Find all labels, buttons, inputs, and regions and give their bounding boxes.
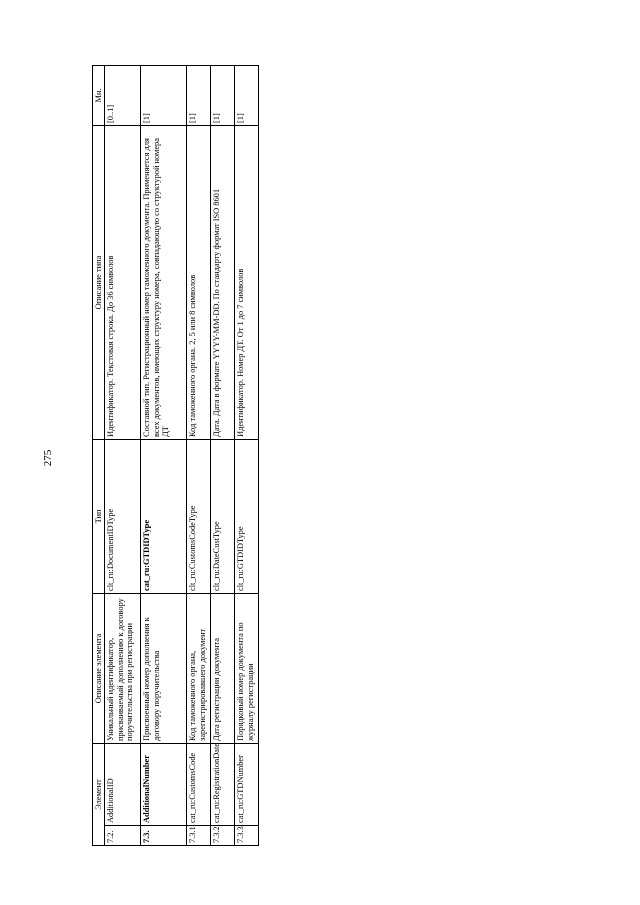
header-multiplicity: Мн. bbox=[93, 65, 105, 125]
element-description: Дата регистрации документа bbox=[211, 593, 235, 743]
row-number: 7.3.1. bbox=[187, 826, 211, 846]
header-element-description: Описание элемента bbox=[93, 593, 105, 743]
row-number: 7.3.2. bbox=[211, 826, 235, 846]
element-description: Уникальный идентификатор, присваиваемый дополнению к договору поручительства при регистрации bbox=[105, 593, 141, 743]
row-number: 7.3.3. bbox=[235, 826, 259, 846]
element-name: cat_ru:GTDNumber bbox=[235, 743, 259, 825]
element-name: cat_ru:CustomsCode bbox=[187, 743, 211, 825]
table-row bbox=[187, 65, 211, 845]
element-description: Порядковый номер документа по журналу регистрации bbox=[235, 593, 259, 743]
multiplicity: [1] bbox=[211, 65, 235, 125]
type-description: Составной тип. Регистрационный номер таможенного документа. Применяется для всех документов, имеющих структуру номера, совпадающую со структурой номера ДТ bbox=[141, 125, 187, 439]
type-description: Дата. Дата в формате YYYY-MM-DD. По стандарту формат ISO 8601 bbox=[211, 125, 235, 439]
element-description-table bbox=[92, 65, 259, 846]
table-row bbox=[211, 65, 235, 845]
multiplicity: [1] bbox=[187, 65, 211, 125]
row-number: 7.2. bbox=[105, 826, 141, 846]
type-name: clt_ru:GTDIDType bbox=[235, 439, 259, 593]
element-description: Код таможенного органа, зарегистрировавшего документ bbox=[187, 593, 211, 743]
table-row bbox=[235, 65, 259, 845]
type-name: clt_ru:CustomsCodeType bbox=[187, 439, 211, 593]
row-number: 7.3. bbox=[141, 826, 187, 846]
multiplicity: [0..1] bbox=[105, 65, 141, 125]
header-element: Элемент bbox=[93, 743, 105, 845]
element-name: AdditionalNumber bbox=[141, 743, 187, 825]
element-description: Присвоенный номер дополнения к договору поручительства bbox=[141, 593, 187, 743]
table-row bbox=[141, 65, 187, 845]
type-name: cat_ru:GTDIDType bbox=[141, 439, 187, 593]
table-wrapper bbox=[92, 66, 282, 846]
multiplicity: [1] bbox=[141, 65, 187, 125]
page-number: 275 bbox=[42, 449, 54, 467]
type-description: Идентификатор. Номер ДТ. От 1 до 7 символов bbox=[235, 125, 259, 439]
header-type: Тип bbox=[93, 439, 105, 593]
rotated-table-container bbox=[92, 66, 282, 846]
type-description: Идентификатор. Текстовая строка. До 36 символов bbox=[105, 125, 141, 439]
element-name: cat_ru:RegistrationDate bbox=[211, 743, 235, 825]
type-name: clt_ru:DocumentIDType bbox=[105, 439, 141, 593]
header-type-description: Описание типа bbox=[93, 125, 105, 439]
element-name: AdditionalID bbox=[105, 743, 141, 825]
type-name: clt_ru:DateCustType bbox=[211, 439, 235, 593]
type-description: Код таможенного органа. 2, 5 или 8 символов bbox=[187, 125, 211, 439]
table-header-row bbox=[93, 65, 105, 845]
table-row bbox=[105, 65, 141, 845]
multiplicity: [1] bbox=[235, 65, 259, 125]
